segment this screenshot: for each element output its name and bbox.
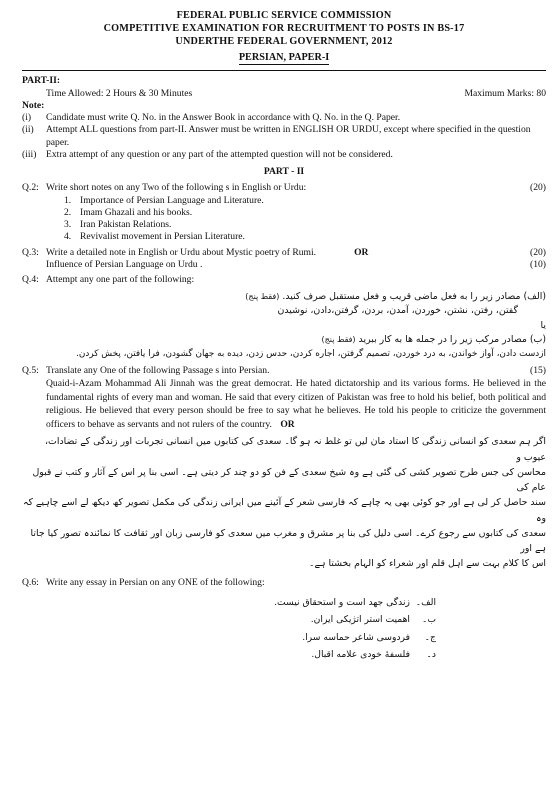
- header-exam: COMPETITIVE EXAMINATION FOR RECRUITMENT TO POSTS IN BS-17: [103, 22, 465, 34]
- note-item: (ii) Attempt ALL questions from part-II. Answer must be written in ENGLISH OR URDU, except where specified in the question paper.: [22, 124, 531, 148]
- question-2: Q.2: Write short notes on any Two of the following s in English or Urdu: (20): [22, 182, 546, 194]
- list-item: ج۔ فردوسی شاعر حماسه سرا.: [302, 631, 436, 643]
- time-marks-row: [22, 88, 546, 100]
- or-label: OR: [280, 418, 295, 430]
- list-item: 3. Iran Pakistan Relations.: [64, 219, 172, 231]
- list-item: 2. Imam Ghazali and his books.: [64, 206, 193, 218]
- list-item: 4. Revivalist movement in Persian Literature.: [64, 231, 245, 243]
- or-label: OR: [354, 246, 369, 258]
- question-4-part-b-words: ازدست دادن، آواز خواندن، به درد خوردن، تصمیم گرفتن، اجاره کردن، حدس زدن، دیده به جهان گشودن، فرا یافتن، پخش کردن.: [76, 348, 546, 359]
- note-item: (i) Candidate must write Q. No. in the Answer Book in accordance with Q. No. in the Q. Paper.: [22, 112, 401, 124]
- question-4-part-a: (الف) مصادر زیر را به فعل ماضی قریب و فعل مستقبل صرف کنید. (فقط پنج): [245, 290, 546, 302]
- essay-topics: [22, 594, 546, 664]
- question-3: Q.3: Write a detailed note in English or Urdu about Mystic poetry of Rumi. OR (20): [22, 246, 546, 258]
- list-item: ب۔ اهمیت استر اتژیکی ایران.: [310, 614, 436, 626]
- subject-title: PERSIAN, PAPER-I: [238, 52, 330, 64]
- question-5: Q.5: Translate any One of the following Passage s into Persian. (15): [22, 364, 546, 376]
- header-commission: FEDERAL PUBLIC SERVICE COMMISSION: [176, 10, 392, 21]
- header-government: UNDERTHE FEDERAL GOVERNMENT, 2012: [175, 35, 393, 47]
- question-6: Q.6: Write any essay in Persian on any ONE of the following:: [22, 577, 265, 589]
- part-title: PART - II: [263, 166, 305, 178]
- question-4-part-a-words: گفتن، رفتن، نشتن، خوردن، آمدن، بردن، گرفتن،دادن، نوشیدن: [277, 305, 518, 317]
- question-3-alt: Influence of Persian Language on Urdu . (10): [46, 259, 546, 271]
- list-item: الف۔ زندگی جهد است و استحقاق نیست.: [274, 596, 436, 608]
- urdu-passage: اگر ہم سعدی کو انسانی زندگی کا استاد مان لیں تو غلط نہ ہو گا۔ سعدی کی کتابوں میں انسانی تجربات اور زندگی کے تضادات، عیوب و محاسن کی جس طرح تصویر کشی کی گئی ہے وہ شیخ سعدی کے فن کو دو چند کر دیتی ہے۔ اسی بنا پر اس کے آثار و کتب نے قبول عام کی سند حاصل کر لی ہے اور جو کوئی بھی یہ چاہے کہ فارسی شعر کے آئینے میں ایرانی زندگی کی مکمل تصویر کھ دیکھ لے اسے چاہیے کہ وہ سعدی کی کتابوں سے رجوع کرے۔ اسی دلیل کی بنا پر مشرق و مغرب میں سعدی کو فارسی زبان اور ثقافت کا نمائندہ تصور کیا جاتا ہے اور اس کا کلام بہت سے اہل قلم اور شعراء کو الہام بخشتا ہے۔: [22, 436, 546, 570]
- list-item: 1. Importance of Persian Language and Literature.: [64, 194, 264, 206]
- time-allowed: Time Allowed: 2 Hours & 30 Minutes: [46, 87, 193, 99]
- question-4-part-b: (ب) مصادر مرکب زیر را در جمله ها به کار ببرید (فقط پنج): [321, 334, 546, 346]
- list-item: د۔ فلسفهٔ خودی علامه اقبال.: [311, 649, 436, 661]
- divider: [22, 70, 546, 71]
- question-4-or: یا: [540, 319, 546, 331]
- part-label: PART-II:: [22, 75, 61, 87]
- note-label: Note:: [22, 99, 45, 111]
- english-passage: Quaid-i-Azam Mohammad Ali Jinnah was the great democrat. He hated dictatorship and its various forms. He believed in the fundamental rights of every man and woman. He said that every citizen of Pakistan was free to hold his belief, both political and religious. He believed that every person should be free to say what he believes. He told his people to criticize the government officers to behave as servants and not rulers of the country. OR: [46, 377, 546, 430]
- maximum-marks: Maximum Marks: 80: [464, 87, 546, 99]
- question-4: Q.4: Attempt any one part of the following:: [22, 274, 195, 286]
- note-item: (iii) Extra attempt of any question or any part of the attempted question will not be considered.: [22, 148, 393, 160]
- question-2-list: [22, 195, 546, 244]
